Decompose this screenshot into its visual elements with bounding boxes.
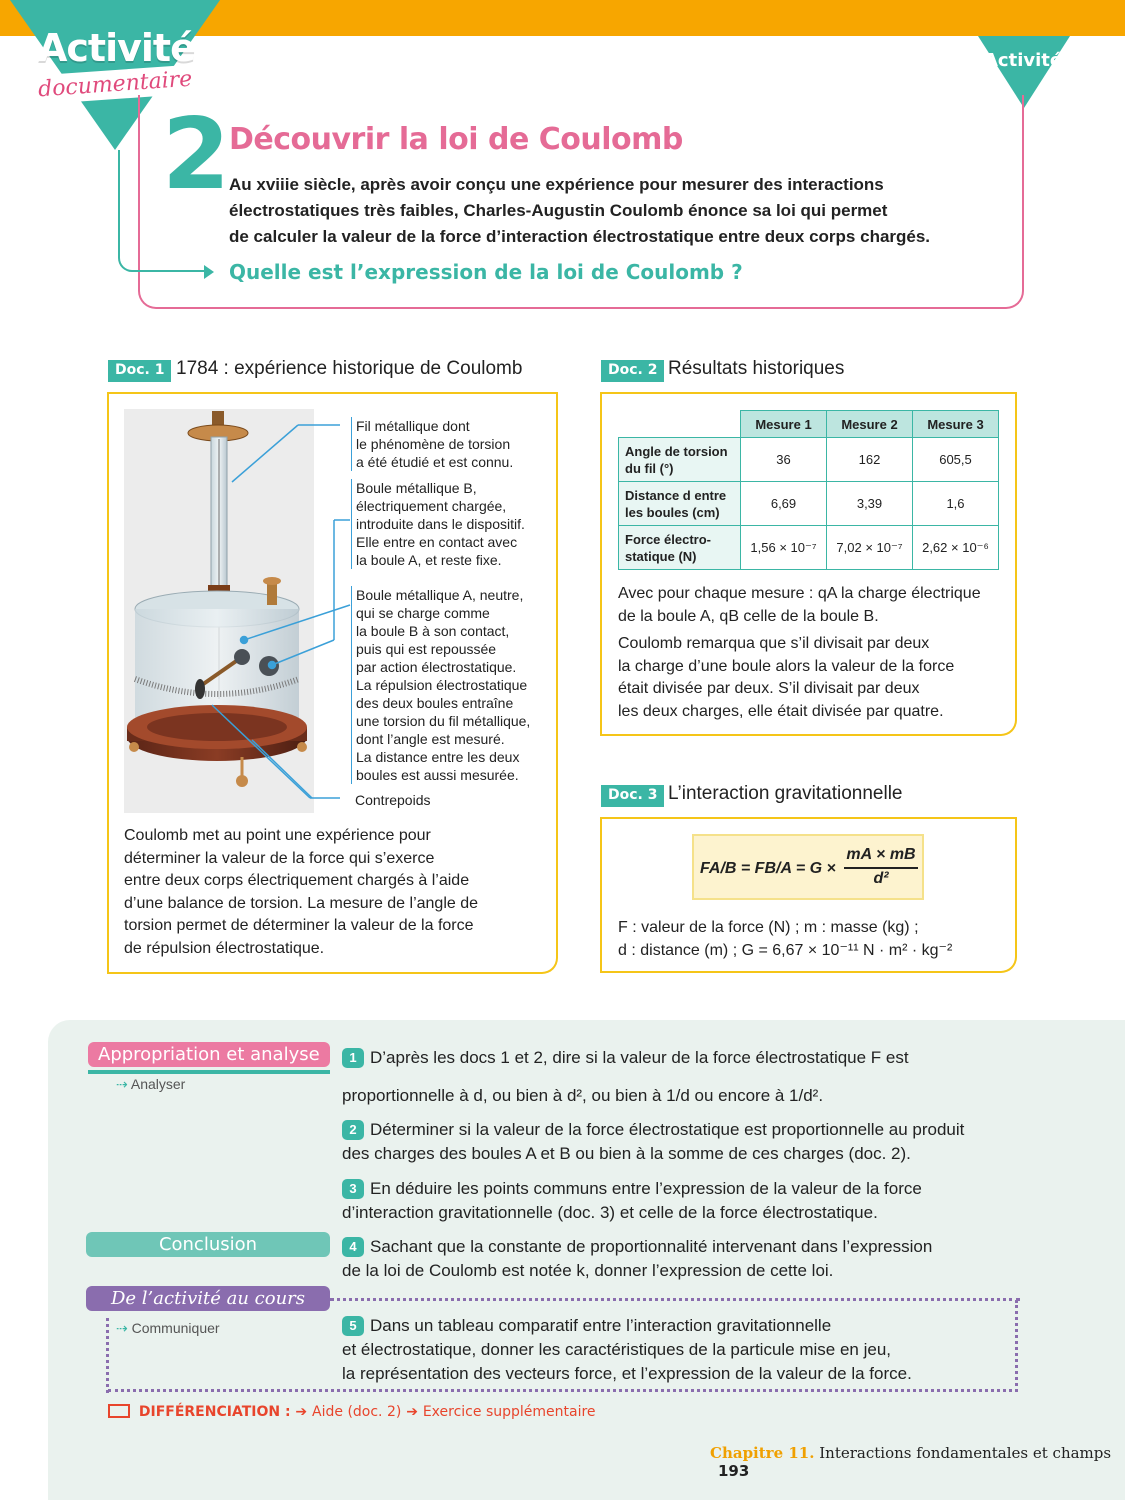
differenciation-bar [108,1404,596,1420]
question-text: En déduire les points communs entre l’expression de la valeur de la force [370,1179,922,1198]
label-boule-a [351,586,530,784]
label-line: des deux boules entraîne [356,695,514,711]
badge-cours: De l’activité au cours [86,1286,330,1311]
label-line: la boule B à son contact, [356,623,510,639]
doc2-tag: Doc. 2 [601,360,664,382]
doc1-text [124,825,534,960]
question-text: des charges des boules A et B ou bien à la somme de ces charges (doc. 2). [342,1144,911,1163]
question-number: 2 [342,1120,364,1140]
intro-line: électrostatiques très faibles, Charles-Augustin Coulomb énonce sa loi qui permet [229,201,888,220]
question-number: 4 [342,1237,364,1257]
text-line: F : valeur de la force (N) ; m : masse (kg) ; [618,919,919,936]
formula-denominator: d² [873,870,889,887]
dotted-frame-left [106,1318,109,1393]
label-line: la boule A, et reste fixe. [356,552,502,568]
doc2-title: Résultats historiques [668,358,845,379]
question-number: 5 [342,1316,364,1336]
intro-line: de calculer la valeur de la force d’interaction électrostatique entre deux corps chargés. [229,227,931,246]
results-table [618,410,999,570]
screen-icon [108,1404,130,1418]
question-text: d’interaction gravitationnelle (doc. 3) et celle de la force électrostatique. [342,1203,878,1222]
doc1-title: 1784 : expérience historique de Coulomb [176,358,523,379]
table-header-row [619,411,999,438]
text-line: Coulomb met au point une expérience pour [124,827,431,844]
text-line: la charge d’une boule alors la valeur de la force [618,657,955,675]
table-row [619,438,999,482]
doc3-frame-left [600,817,602,973]
activity-number: 2 [162,98,231,212]
label-line: le phénomène de torsion [356,436,511,452]
differenciation-label: DIFFÉRENCIATION : [138,1404,291,1420]
doc1-tag: Doc. 1 [108,360,171,382]
formula-left: FA/B = FB/A = G × [700,860,836,877]
row-header-line: Angle de torsion [625,443,728,459]
question-text: et électrostatique, donner les caractéristiques de la particule mise en jeu, [342,1340,892,1359]
badge-underline [88,1070,330,1074]
text-line: d’une balance de torsion. La mesure de l’angle de [124,894,479,912]
page-title: Découvrir la loi de Coulomb [229,122,683,157]
label-line: La distance entre les deux [356,749,520,765]
label-line: une torsion du fil métallique, [356,713,531,729]
chapter-title: Interactions fondamentales et champs [819,1444,1112,1462]
question-text: la représentation des vecteurs force, et l’expression de la valeur de la force. [342,1364,912,1383]
text-line: les deux charges, elle était divisée par quatre. [618,702,944,720]
question-3 [342,1177,1032,1225]
skill-label: Communiquer [131,1320,220,1336]
main-question: Quelle est l’expression de la loi de Coulomb ? [229,260,743,284]
table-corner [619,411,741,438]
arrow-circle-icon: ➔ [406,1404,423,1420]
text-line: de répulsion électrostatique. [124,939,325,957]
text-line: déterminer la valeur de la force qui s’exerce [124,849,435,867]
label-line: boules est aussi mesurée. [356,767,519,783]
label-boule-b [351,479,525,569]
text-line: était divisée par deux. S’il divisait par deux [618,680,920,697]
label-line: introduite dans le dispositif. [356,516,525,532]
badge-appropriation: Appropriation et analyse [88,1042,330,1067]
row-header-line: statique (N) [625,548,697,564]
activity-right-label: Activité [984,50,1063,71]
label-line: Fil métallique dont [356,418,470,434]
table-cell: 605,5 [913,438,999,482]
text-line: d : distance (m) ; G = 6,67 × 10⁻¹¹ N · m² · kg⁻² [618,942,953,959]
arrow-icon: ⇢ [116,1076,131,1092]
label-line: dont l’angle est mesuré. [356,731,505,747]
fraction-bar [844,867,918,869]
table-cell: 7,02 × 10⁻⁷ [827,526,913,570]
question-number: 1 [342,1048,364,1068]
chapter-number: Chapitre 11. [710,1444,815,1462]
row-header-line: Force électro- [625,531,711,547]
table-cell: 2,62 × 10⁻⁶ [913,526,999,570]
activity-subtitle: documentaire [27,64,203,105]
text-line: torsion permet de déterminer la valeur de la force [124,917,474,934]
question-1 [342,1046,1032,1108]
table-cell: 1,6 [913,482,999,526]
skill-label: Analyser [130,1076,186,1092]
question-text: Déterminer si la valeur de la force électrostatique est proportionnelle au produit [370,1120,965,1139]
label-line: électriquement chargée, [356,498,507,514]
table-row [619,482,999,526]
doc2-text [618,583,1008,723]
label-line: Boule métallique A, neutre, [356,587,524,603]
question-4 [342,1235,1032,1283]
label-line: qui se charge comme [356,605,490,621]
label-line: par action électrostatique. [356,659,517,675]
table-cell: 36 [741,438,827,482]
row-header [619,526,741,570]
page-number: 193 [718,1462,750,1480]
table-cell: 1,56 × 10⁻⁷ [741,526,827,570]
column-header: Mesure 3 [913,411,999,438]
question-number: 3 [342,1179,364,1199]
formula-numerator: mA × mB [846,846,916,863]
badge-conclusion: Conclusion [86,1232,330,1257]
text-line: Coulomb remarqua que s’il divisait par deux [618,635,930,652]
page-footer [710,1444,1125,1480]
activity-title: Activité [38,26,195,70]
exercice-link[interactable]: Exercice supplémentaire [422,1404,596,1420]
label-line: puis qui est repoussée [356,641,497,657]
table-cell: 162 [827,438,913,482]
text-line: de la boule A, qB celle de la boule B. [618,607,879,625]
question-text: D’après les docs 1 et 2, dire si la valeur de la force électrostatique F est [370,1048,909,1067]
intro-line: Au xviiie siècle, après avoir conçu une expérience pour mesurer des interactions [229,175,884,194]
label-line: La répulsion électrostatique [356,677,528,693]
question-text: proportionnelle à d, ou bien à d², ou bien à 1/d ou encore à 1/d². [342,1086,824,1105]
row-header-line: Distance d entre [625,487,727,503]
doc3-text [618,916,1008,962]
question-5 [342,1314,1032,1386]
question-text: de la loi de Coulomb est notée k, donner l’expression de cette loi. [342,1261,834,1280]
table-cell: 3,39 [827,482,913,526]
column-header: Mesure 2 [827,411,913,438]
question-text: Dans un tableau comparatif entre l’interaction gravitationnelle [370,1316,832,1335]
label-line: a été étudié et est connu. [356,454,514,470]
label-fil-metallique [351,417,513,471]
row-header-line: les boules (cm) [625,504,720,520]
arrow-circle-icon: ➔ [295,1404,313,1420]
row-header-line: du fil (°) [625,460,674,476]
row-header [619,438,741,482]
table-row [619,526,999,570]
skill-analyser [116,1076,185,1093]
text-line: entre deux corps électriquement chargés à l’aide [124,872,470,889]
column-header: Mesure 1 [741,411,827,438]
question-text: Sachant que la constante de proportionnalité intervenant dans l’expression [370,1237,933,1256]
text-line: Avec pour chaque mesure : qA la charge électrique [618,585,981,602]
arrow-icon: ⇢ [116,1320,132,1336]
table-cell: 6,69 [741,482,827,526]
doc3-title: L’interaction gravitationnelle [668,783,903,804]
label-line: Boule métallique B, [356,480,477,496]
question-2 [342,1118,1032,1166]
doc3-tag: Doc. 3 [601,785,664,807]
label-line: Elle entre en contact avec [356,534,518,550]
label-contrepoids: Contrepoids [355,792,431,808]
row-header [619,482,741,526]
aide-link[interactable]: Aide (doc. 2) [312,1404,402,1420]
doc2-frame-left [600,392,602,736]
